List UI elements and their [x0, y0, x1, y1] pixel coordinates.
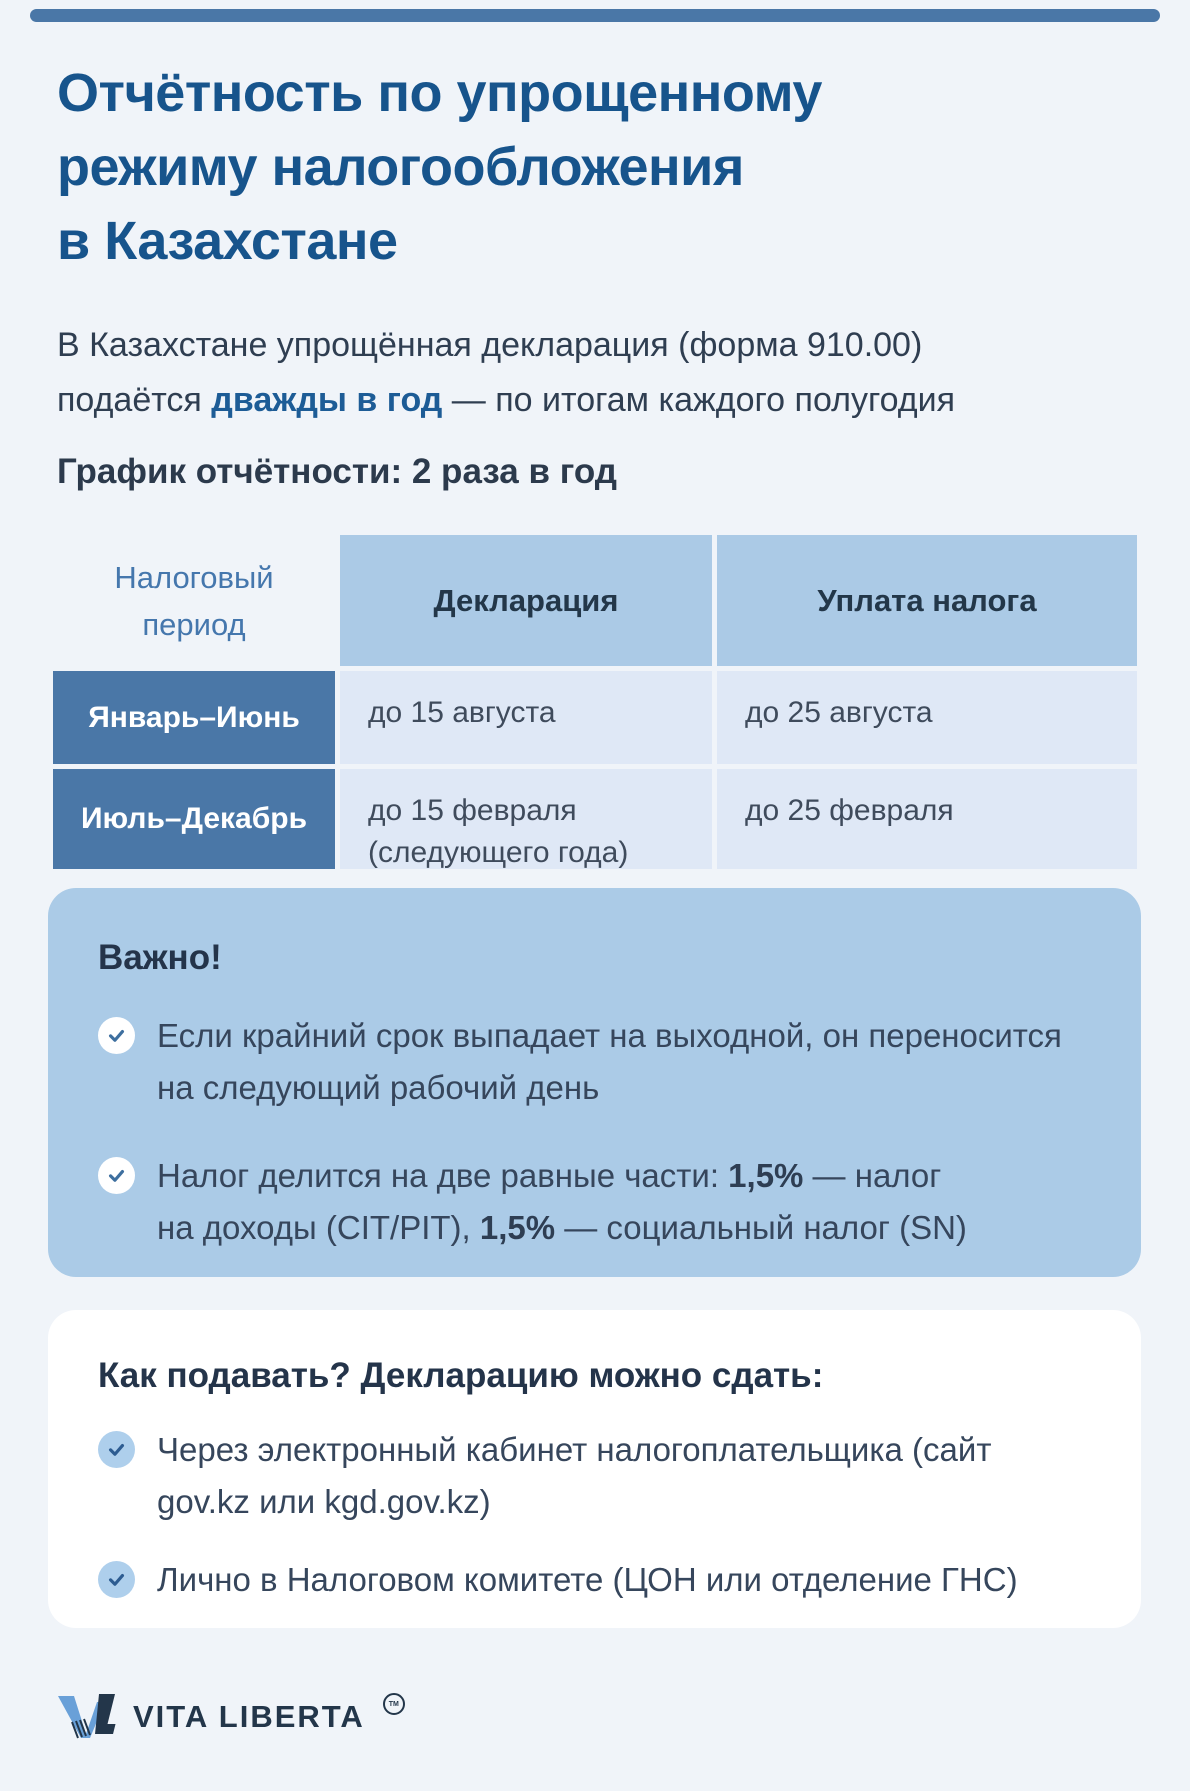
cell-payment-july-december — [717, 769, 1137, 869]
column-header-declaration: Декларация — [340, 535, 712, 666]
schedule-heading: График отчётности: 2 раза в год — [57, 452, 617, 491]
text-part: — социальный налог (SN) — [555, 1209, 967, 1246]
footer-brand — [57, 1694, 405, 1740]
cell-declaration-july-december — [340, 769, 712, 869]
page-title — [57, 56, 822, 278]
cell-declaration-january-june — [340, 671, 712, 764]
intro-line-1: В Казахстане упрощённая декларация (форма 910.00) — [57, 326, 923, 364]
bullet-line — [157, 1150, 967, 1202]
bullet-text — [157, 1554, 1018, 1606]
intro-line-2-post: — по итогам каждого полугодия — [442, 381, 955, 419]
check-icon — [98, 1431, 135, 1468]
bold-percent: 1,5% — [479, 1209, 556, 1246]
bullet-line — [157, 1202, 967, 1254]
bullet-line: gov.kz или kgd.gov.kz) — [157, 1483, 491, 1520]
how-to-file-box — [48, 1310, 1141, 1628]
intro-paragraph — [57, 318, 955, 428]
cell-text: до 25 февраля — [745, 794, 954, 827]
text-part: Налог делится на две равные части: — [157, 1157, 729, 1194]
brand-wordmark: VITA LIBERTA — [133, 1699, 365, 1734]
important-bullet-weekend-rule — [98, 1010, 1095, 1114]
check-icon — [98, 1017, 135, 1054]
bullet-line: Через электронный кабинет налогоплательщика (сайт — [157, 1431, 992, 1468]
bullet-text — [157, 1010, 1062, 1114]
intro-line-2-pre: подаётся — [57, 381, 212, 419]
vita-liberta-logo-icon — [57, 1694, 117, 1740]
title-line-3: в Казахстане — [57, 211, 398, 271]
text-part: — налог — [803, 1157, 942, 1194]
important-bullet-tax-split — [98, 1150, 1095, 1254]
important-note-box — [48, 888, 1141, 1277]
title-line-1: Отчётность по упрощенному — [57, 63, 822, 123]
how-to-bullet-online — [98, 1424, 1095, 1528]
top-accent-bar — [30, 9, 1160, 22]
cell-text: до 25 августа — [745, 696, 933, 729]
how-to-bullet-in-person — [98, 1554, 1095, 1606]
bullet-text — [157, 1424, 991, 1528]
row-label-january-june: Январь–Июнь — [53, 671, 335, 764]
intro-accent-twice-a-year: дважды в год — [211, 381, 443, 419]
bullet-line: Лично в Налоговом комитете (ЦОН или отделение ГНС) — [157, 1561, 1018, 1598]
text-part: на доходы (CIT/PIT), — [157, 1209, 480, 1246]
cell-text: до 15 августа — [368, 696, 556, 729]
schedule-table — [53, 535, 1137, 869]
bullet-line: на следующий рабочий день — [157, 1069, 600, 1106]
column-header-tax-period: Налоговый период — [114, 559, 274, 642]
trademark-icon: TM — [383, 1693, 405, 1715]
cell-payment-january-june — [717, 671, 1137, 764]
row-label-july-december: Июль–Декабрь — [53, 769, 335, 869]
bullet-text — [157, 1150, 967, 1254]
intro-line-2 — [57, 373, 955, 428]
bold-percent: 1,5% — [728, 1157, 804, 1194]
bullet-line: Если крайний срок выпадает на выходной, он переносится — [157, 1017, 1062, 1054]
check-icon — [98, 1561, 135, 1598]
how-to-heading: Как подавать? Декларацию можно сдать: — [98, 1356, 824, 1395]
important-heading: Важно! — [98, 938, 222, 977]
title-line-2: режиму налогообложения — [57, 137, 744, 197]
cell-text: до 15 февраля — [368, 794, 577, 827]
column-header-tax-payment: Уплата налога — [717, 535, 1137, 666]
cell-text: (следующего года) — [368, 836, 629, 869]
check-icon — [98, 1157, 135, 1194]
